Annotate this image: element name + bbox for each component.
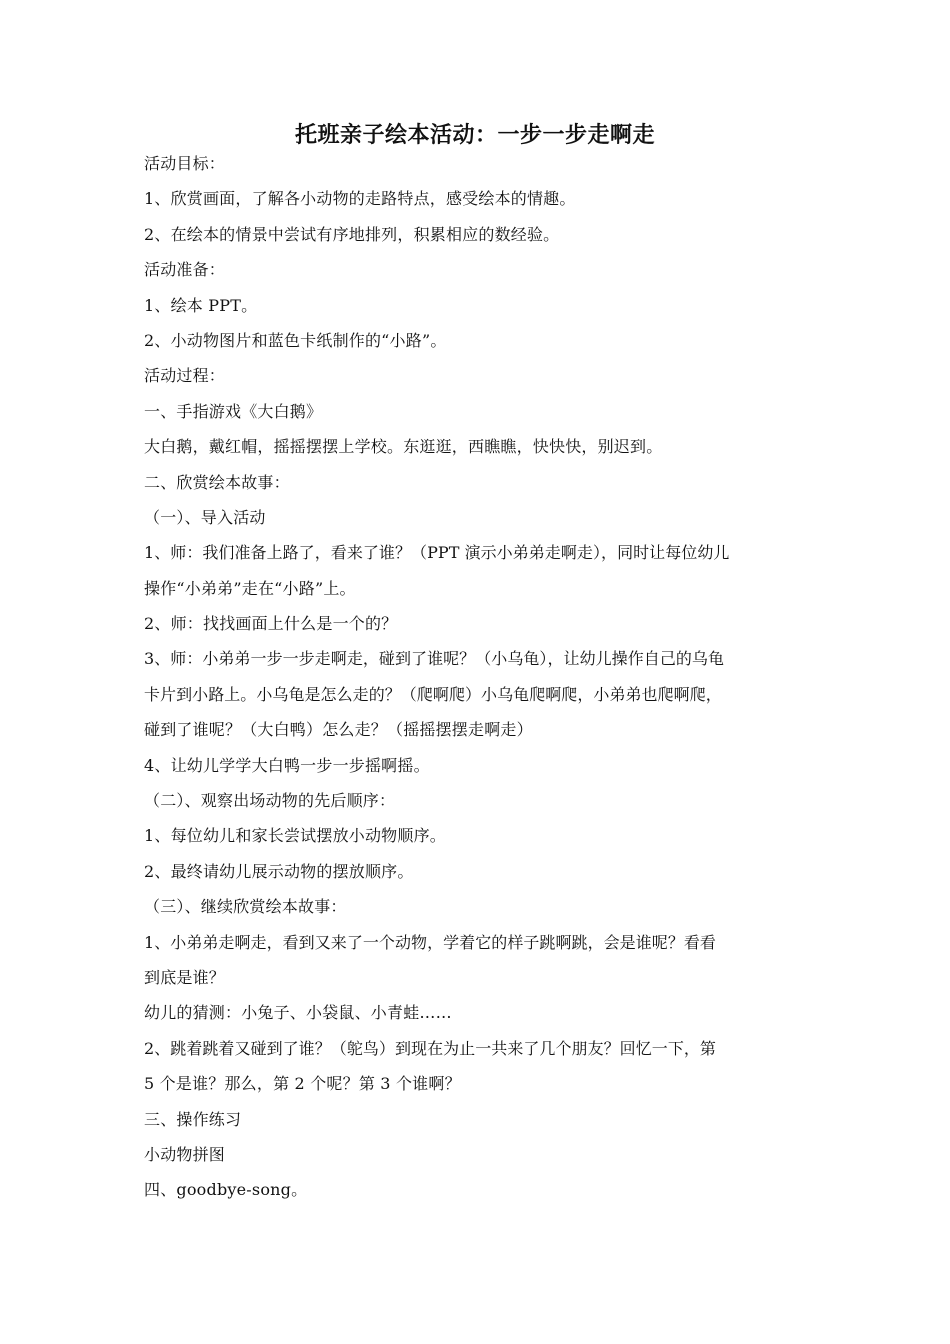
paragraph-line: 2、跳着跳着又碰到了谁？（鸵鸟）到现在为止一共来了几个朋友？回忆一下，第 [144,1038,716,1058]
paragraph-line: 小动物拼图 [144,1144,226,1164]
paragraph-line: 1、师：我们准备上路了，看来了谁？（PPT 演示小弟弟走啊走），同时让每位幼儿 [144,543,730,563]
goal-item: 1、欣赏画面，了解各小动物的走路特点，感受绘本的情趣。 [144,189,576,209]
paragraph-line: 2、师：找找画面上什么是一个的？ [144,614,398,634]
section-heading-process: 活动过程： [144,366,226,386]
paragraph-line: 碰到了谁呢？（大白鸭）怎么走？（摇摇摆摆走啊走） [144,720,533,740]
process-step-heading: 一、手指游戏《大白鹅》 [144,401,323,421]
paragraph-line: 2、最终请幼儿展示动物的摆放顺序。 [144,861,414,881]
section-heading-goals: 活动目标： [144,154,226,173]
paragraph-line: 5 个是谁？那么，第 2 个呢？第 3 个谁啊？ [144,1074,461,1094]
sub-section-heading: （二）、观察出场动物的先后顺序： [144,791,396,811]
paragraph-line: 幼儿的猜测：小兔子、小袋鼠、小青蛙…… [144,1003,452,1023]
process-step-heading: 三、操作练习 [144,1109,242,1129]
paragraph-line: 3、师：小弟弟一步一步走啊走，碰到了谁呢？（小乌龟），让幼儿操作自己的乌龟 [144,649,725,669]
paragraph-line: 到底是谁？ [144,967,226,987]
paragraph-line: 操作“小弟弟”走在“小路”上。 [144,578,356,598]
sub-section-heading: （一）、导入活动 [144,507,266,527]
paragraph-line: 4、让幼儿学学大白鸭一步一步摇啊摇。 [144,755,430,775]
preparation-item: 2、小动物图片和蓝色卡纸制作的“小路”。 [144,330,447,350]
paragraph-line: 卡片到小路上。小乌龟是怎么走的？（爬啊爬）小乌龟爬啊爬，小弟弟也爬啊爬， [144,684,722,704]
paragraph-line: 大白鹅，戴红帽，摇摇摆摆上学校。东逛逛，西瞧瞧，快快快，别迟到。 [144,437,663,457]
section-heading-preparation: 活动准备： [144,260,226,280]
preparation-item: 1、绘本 PPT。 [144,295,258,315]
goal-item: 2、在绘本的情景中尝试有序地排列，积累相应的数经验。 [144,224,560,244]
paragraph-line: 1、每位幼儿和家长尝试摆放小动物顺序。 [144,826,446,846]
document-title: 托班亲子绘本活动：一步一步走啊走 [294,123,655,148]
process-step-heading: 四、goodbye-song。 [144,1180,308,1200]
document-body [144,146,810,1208]
process-step-heading: 二、欣赏绘本故事： [144,472,290,492]
paragraph-line: 1、小弟弟走啊走，看到又来了一个动物，学着它的样子跳啊跳，会是谁呢？看看 [144,932,716,952]
sub-section-heading: （三）、继续欣赏绘本故事： [144,897,347,917]
